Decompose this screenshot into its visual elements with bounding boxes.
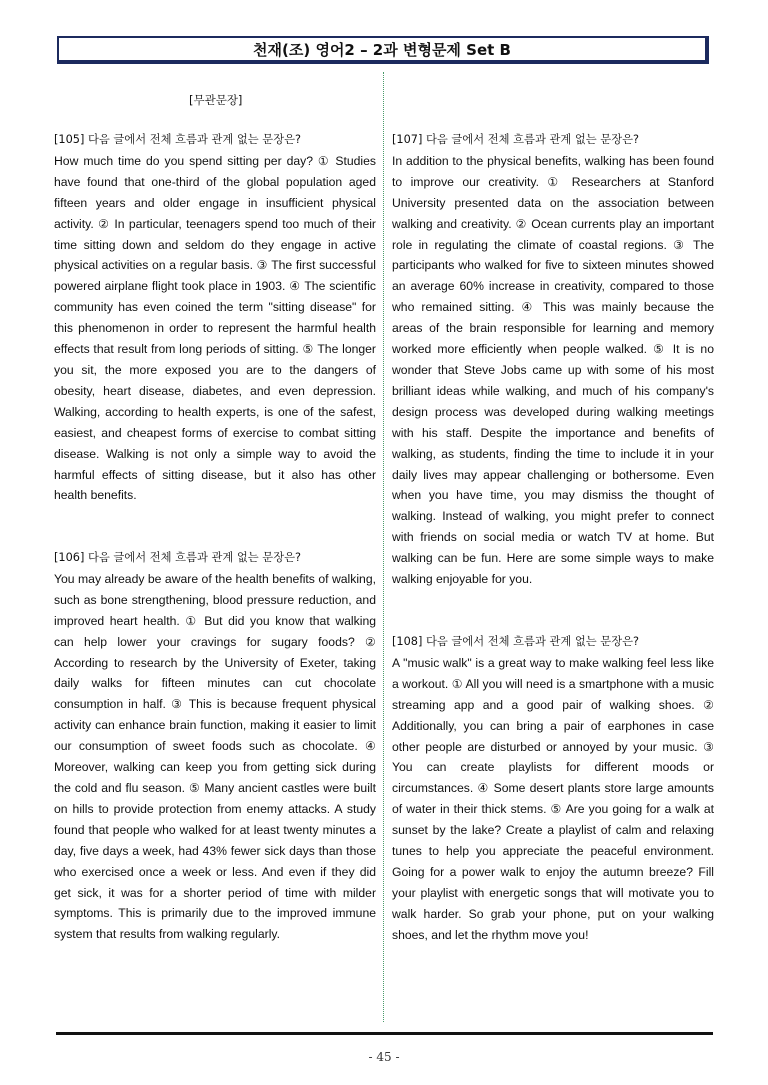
page-title: 천재(조) 영어2 – 2과 변형문제 Set B [253,40,511,59]
question-106 [54,548,376,945]
question-105 [54,130,376,506]
question-prompt: [105] 다음 글에서 전체 흐름과 관계 없는 문장은? [54,133,302,146]
question-prompt: [106] 다음 글에서 전체 흐름과 관계 없는 문장은? [54,551,302,564]
question-passage: In addition to the physical benefits, walking has been found to improve our creativity. ① Researchers at Stanford University presented data on the association between walking and creativity. ② Ocean currents play an important role in regulating the climate of coastal regions. ③ The participants who walked for five to sixteen minutes showed an average 60% increase in creativity, compared to those who remained sitting. ④ This was mainly because the areas of the brain responsible for learning and memory worked more efficiently when people walked. ⑤ It is no wonder that Steve Jobs came up with some of his most brilliant ideas while walking, and much of his company's design process was developed during walking meetings with his staff. Despite the importance and benefits of walking, as students, finding the time to include it in your daily lives may appear challenging or bothersome. Even when you have time, you may dismiss the thought of walking. Instead of walking, you might prefer to connect with friends on social media or watch TV at home. But walking can be fun. Here are some simple ways to make walking enjoyable for you. [392,153,714,587]
column-divider [383,72,384,1022]
footer-rule [56,1032,713,1035]
question-passage: How much time do you spend sitting per day? ① Studies have found that one-third of the global population aged fifteen years and older engage in insufficient physical activity. ② In particular, teenagers spend too much of their time sitting down and seldom do they engage in active physical activities on a regular basis. ③ The first successful powered airplane flight took place in 1903. ④ The scientific community has even coined the term "sitting disease" for this phenomenon in order to represent the harmful health effects that result from long periods of sitting. ⑤ The longer you sit, the more exposed you are to the dangers of obesity, heart disease, diabetes, and even depression. Walking, according to health experts, is one of the safest, easiest, and cheapest forms of exercise to combat sitting disease. Walking is not only a simple way to avoid the harmful effects of sitting disease, but it also has other health benefits. [54,153,376,503]
section-label: [무관문장] [189,93,243,107]
question-passage: A "music walk" is a great way to make walking feel less like a workout. ① All you will need is a smartphone with a music streaming app and a good pair of walking shoes. ② Additionally, you can bring a pair of earphones in case other people are disturbed or annoyed by your music. ③ You can create playlists for different moods or circumstances. ④ Some desert plants store large amounts of water in their thick stems. ⑤ Are you going for a walk at sunset by the lake? Create a playlist of calm and relaxing tunes to help you appreciate the peaceful environment. Going for a power walk to enjoy the autumn breeze? Fill your playlist with energetic songs that will motivate you to walk harder. So grab your phone, put on your walking shoes, and let the rhythm move you! [392,655,714,942]
question-108 [392,632,714,946]
page-number: - 45 - [368,1050,400,1064]
question-prompt: [108] 다음 글에서 전체 흐름과 관계 없는 문장은? [392,635,640,648]
question-passage: You may already be aware of the health benefits of walking, such as bone strengthening, blood pressure reduction, and improved heart health. ① But did you know that walking can help lower your cravings for sugary foods? ② According to research by the University of Exeter, taking daily walks for fifteen minutes can cut chocolate consumption in half. ③ This is because frequent physical activity can enhance brain function, making it easier to limit our consumption of sweet foods such as chocolate. ④ Moreover, walking can keep you from getting sick during the cold and flu season. ⑤ Many ancient castles were built on hills to provide protection from enemy attacks. A study found that people who walked for at least twenty minutes a day, five days a week, had 43% fewer sick days than those who exercised once a week or less. And even if they did get sick, it was for a shorter period of time with milder symptoms. This is primarily due to the improved immune system that results from walking regularly. [54,571,376,942]
question-107 [392,130,714,590]
header-box [57,36,709,64]
question-prompt: [107] 다음 글에서 전체 흐름과 관계 없는 문장은? [392,133,640,146]
